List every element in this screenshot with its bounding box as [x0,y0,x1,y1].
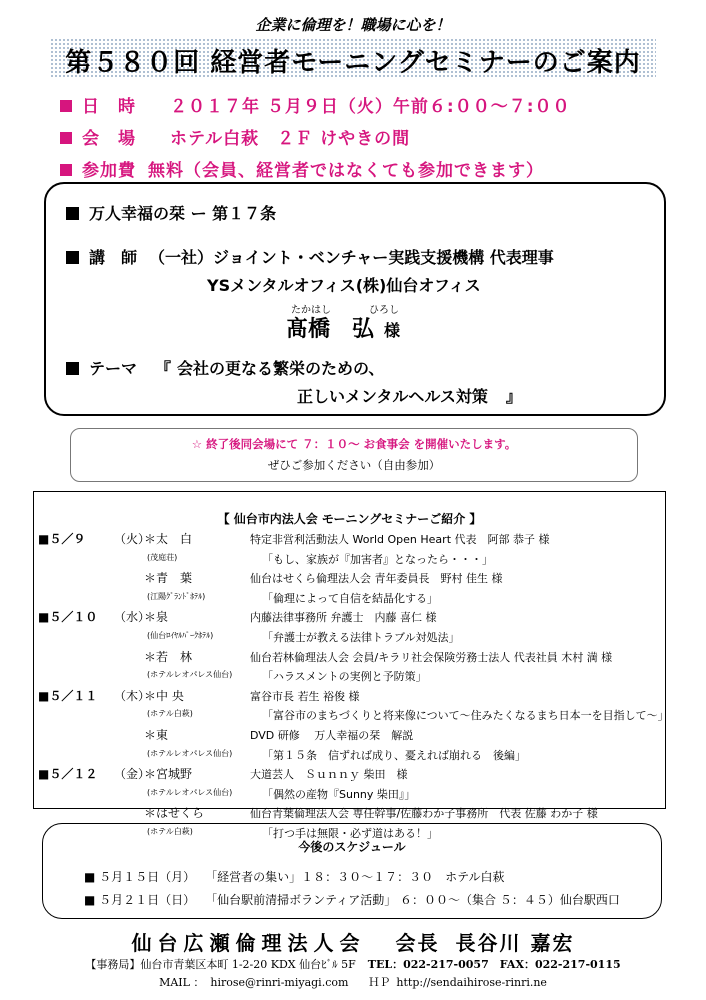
theme-line1: 会社の更なる繁栄のための、 [177,359,385,378]
intro-speaker: 大道芸人 Ｓｕｎｎｙ 柴田 様 [250,768,408,782]
intro-speaker: 仙台青葉倫理法人会 専任幹事/佐藤わか子事務所 代表 佐藤 わか子 様 [250,807,598,821]
bullet-square-icon [60,100,72,112]
theme-line2-row [297,384,522,407]
office-address: 【事務局】仙台市青葉区本町 1-2-20 KDX 仙台ﾋﾞﾙ 5F [85,958,356,971]
intro-date: ■５／９ [38,532,86,546]
intro-dow: （火） [114,532,151,546]
intro-chapter-name: ＊若 林 [144,649,193,664]
meal-line2: ぜひご参加ください（自由参加） [267,458,441,472]
intro-topic: 「弁護士が教える法律トラブル対処法」 [262,631,460,644]
intro-date: ■５／１１ [38,688,98,703]
tagline: 企業に倫理を！職場に心を！ [255,16,451,34]
bullet-square-icon [66,251,79,264]
intro-topic: 「もし、家族が『加害者』となったら・・・」 [262,552,493,566]
intro-venue: (茂庭荘) [147,552,178,562]
footer-org: 仙台広瀬倫理法人会 [131,931,366,955]
speaker-name [286,312,400,343]
intro-venue: (江陽ｸﾞﾗﾝﾄﾞﾎﾃﾙ) [147,591,206,601]
chair-name: 長谷川 嘉宏 [455,931,575,955]
intro-date: ■５／１０ [38,610,98,625]
date-label: 日 時 [82,97,136,117]
intro-chapter-name: ＊はせくら [144,806,205,821]
hp-label: ＨＰ [368,976,391,989]
fee-value: 無料（会員、経営者ではなくても参加できます） [148,161,544,181]
theme-line2: 正しいメンタルヘルス対策 [297,387,488,406]
intro-chapter-name: ＊中 央 [144,688,184,703]
schedule-date: ■ ５月２１日（日） [84,893,196,907]
venue-label: 会 場 [82,129,136,149]
mail-link[interactable]: hirose@rinri-miyagi.com [210,976,349,989]
theme-label: テーマ [89,359,138,378]
intro-chapter-name: ＊泉 [144,610,169,625]
theme-row [66,356,384,379]
venue-row [60,124,410,149]
meal-line1: ☆ 終了後同会場にて ７：１０～ お食事会 を開催いたします。 [191,437,517,451]
intro-topic: 「偶然の産物『Sunny 柴田』」 [262,787,416,801]
page-title: 第５８０回 経営者モーニングセミナーのご案内 [65,48,641,78]
schedule-date: ■ ５月１５日（月） [84,870,196,884]
bullet-square-icon [66,207,79,220]
intro-chapter-name: ＊東 [144,728,169,742]
intro-topic: 「富谷市のまちづくりと将来像について～住みたくなるまち日本一を目指して～」 [262,709,669,723]
intro-topic: 「第１５条 信ずれば成り、憂えれば崩れる 後編」 [262,748,526,762]
topic-row [66,201,276,224]
footer-contact-row [0,956,706,972]
speaker-ruby-given: ひろし [369,305,399,316]
intro-speaker: 特定非営利活動法人 World Open Heart 代表 阿部 恭子 様 [250,533,550,546]
intro-speaker: 仙台若林倫理法人会 会員/キラリ社会保険労務士法人 代表社員 木村 満 様 [250,650,613,664]
intro-dow: （金） [114,767,151,782]
intro-venue: (ホテルレオパレス仙台) [147,787,233,797]
intro-chapter-name: ＊宮城野 [144,767,193,782]
intro-venue: (ホテル白萩) [147,709,193,719]
speaker-given: 弘 [352,317,375,342]
intro-topic: 「倫理によって自信を結晶化する」 [262,591,438,605]
schedule-text: 「経営者の集い」１８：３０～１７：３０ ホテル白萩 [205,870,505,884]
speaker-row [66,245,554,268]
mail-label: MAIL ： [159,976,205,989]
intro-speaker: 仙台はせくら倫理法人会 青年委員長 野村 佳生 様 [250,572,503,586]
intro-date: ■５／１２ [38,767,98,782]
intro-header: 【 仙台市内法人会 モーニングセミナーご紹介 】 [217,512,482,526]
date-value: ２０１７年 ５月９日（火）午前６:００～７:００ [170,97,571,117]
fee-label: 参加費 [82,161,136,181]
speaker-org1: （一社）ジョイント・ベンチャー実践支援機構 代表理事 [149,248,554,267]
date-row [60,92,571,117]
intro-venue: (ホテルレオパレス仙台) [147,748,233,758]
fee-row [60,156,544,181]
intro-speaker: 富谷市長 若生 裕俊 様 [250,689,360,703]
intro-venue: (ホテル白萩) [147,827,193,836]
theme-close-bracket: 』 [505,387,522,406]
phone-fax: TEL：022-217-0057 FAX：022-217-0115 [367,958,621,971]
bullet-square-icon [66,362,79,375]
intro-dow: （木） [114,688,151,703]
schedule-header: 今後のスケジュール [298,840,406,854]
intro-chapter-name: ＊太 白 [144,532,193,546]
bullet-square-icon [60,132,72,144]
intro-dow: （水） [114,610,151,625]
topic: 万人幸福の栞 ー 第１７条 [89,204,277,223]
speaker-org2: YSメンタルオフィス(株)仙台オフィス [207,276,481,295]
intro-chapter-name: ＊青 葉 [144,571,193,586]
intro-venue: (仙台ﾛｲﾔﾙﾊﾟｰｸﾎﾃﾙ) [147,631,214,640]
theme-open-bracket: 『 [155,359,172,378]
venue-value: ホテル白萩 ２Ｆ けやきの間 [170,129,411,149]
chair-label: 会長 [395,931,440,955]
speaker-honorific: 様 [384,321,401,340]
bullet-square-icon [60,164,72,176]
intro-topic: 「打つ手は無限・必ず道はある！」 [262,827,438,840]
schedule-text: 「仙台駅前清掃ボランティア活動」 ６：００～（集合 ５：４５）仙台駅西口 [205,893,620,907]
hp-link[interactable]: http://sendaihirose-rinri.ne [396,976,547,989]
footer-web-row [0,974,706,990]
intro-speaker: DVD 研修 万人幸福の栞 解説 [250,729,414,742]
speaker-family: 髙橋 [286,317,331,342]
schedule-item [84,868,505,885]
intro-venue: (ホテルレオパレス仙台) [147,670,233,680]
intro-topic: 「ハラスメントの実例と予防策」 [262,670,427,684]
speaker-ruby-family: たかはし [291,305,331,316]
schedule-item [84,891,620,908]
footer-org-row [0,927,706,956]
intro-speaker: 内藤法律事務所 弁護士 内藤 喜仁 様 [250,611,437,625]
speaker-label: 講 師 [89,248,138,267]
